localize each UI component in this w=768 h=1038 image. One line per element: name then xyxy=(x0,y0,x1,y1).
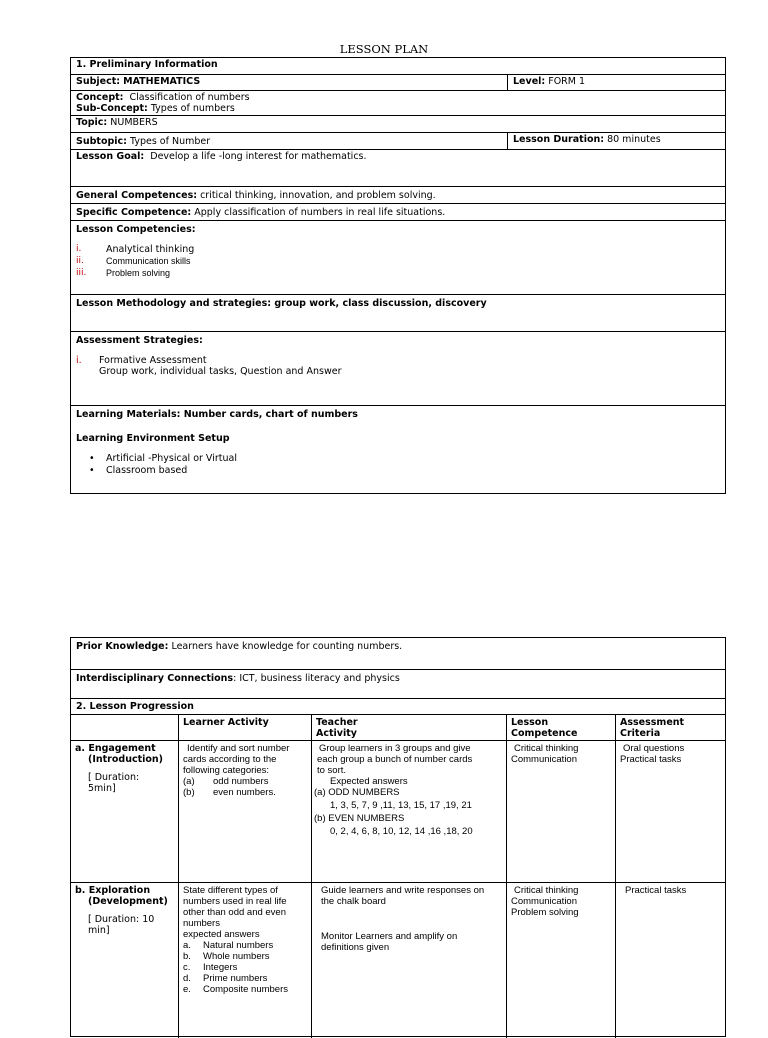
row-specific-competence xyxy=(71,204,725,221)
header-competence xyxy=(506,715,615,740)
table-row xyxy=(71,883,725,1038)
stage-subname: (Introduction) xyxy=(88,754,164,765)
header-teacher-activity xyxy=(311,715,506,740)
activity-line: 1, 3, 5, 7, 9 ,11, 13, 15, 17 ,19, 21 xyxy=(330,800,472,811)
list-item xyxy=(76,268,720,280)
activity-line: 0, 2, 4, 6, 8, 10, 12, 14 ,16 ,18, 20 xyxy=(330,826,473,837)
competence-item: Problem solving xyxy=(511,907,579,918)
learner-activity-cell xyxy=(178,883,311,1038)
activity-line: definitions given xyxy=(321,942,390,953)
assessment-cell xyxy=(615,883,725,1038)
row-assessment-strategies xyxy=(71,332,725,406)
stage-duration: [ Duration: xyxy=(88,772,140,783)
prior-knowledge-value: Learners have knowledge for counting numbers. xyxy=(171,641,403,652)
activity-line xyxy=(183,962,307,973)
activity-line xyxy=(183,984,307,995)
list-text: Whole numbers xyxy=(203,951,270,962)
header-stage xyxy=(71,715,178,740)
subject-label: Subject: xyxy=(76,76,121,87)
interdisciplinary-cell xyxy=(71,672,725,698)
stage-name: a. Engagement xyxy=(75,743,156,754)
goal-value: Develop a life -long interest for mathematics. xyxy=(150,151,367,162)
activity-line: cards according to the xyxy=(183,754,277,765)
header-teacher-line2: Activity xyxy=(316,728,357,739)
list-text: Composite numbers xyxy=(203,984,289,995)
duration-cell xyxy=(507,133,725,149)
assessment-item: Practical tasks xyxy=(620,754,682,765)
assessment-strategies-cell xyxy=(71,334,725,405)
activity-line xyxy=(183,940,307,951)
methodology-text: Lesson Methodology and strategies: group work, class discussion, discovery xyxy=(76,298,487,309)
teacher-activity-cell xyxy=(311,741,506,882)
environment-setup-label: Learning Environment Setup xyxy=(76,433,230,444)
learner-activity-cell xyxy=(178,741,311,882)
subtopic-value: Types of Number xyxy=(130,136,211,147)
activity-spacer xyxy=(316,907,502,931)
general-competences-value: critical thinking, innovation, and problem solving. xyxy=(200,190,436,201)
activity-line: Expected answers xyxy=(330,776,408,787)
subconcept-value: Types of numbers xyxy=(150,103,235,114)
activity-line: numbers xyxy=(183,918,220,929)
stage-name: b. Exploration xyxy=(75,885,151,896)
lesson-competencies-label: Lesson Competencies: xyxy=(76,224,196,235)
list-number: (b) xyxy=(183,787,195,798)
level-cell xyxy=(507,75,725,90)
list-text: Analytical thinking xyxy=(106,244,195,255)
list-number: iii. xyxy=(76,268,87,278)
goal-cell xyxy=(71,150,725,186)
activity-line: other than odd and even xyxy=(183,907,287,918)
list-item: • Classroom based xyxy=(76,465,720,477)
row-concept xyxy=(71,91,725,116)
activity-line: Guide learners and write responses on xyxy=(321,885,485,896)
header-assessment-line2: Criteria xyxy=(620,728,661,739)
specific-competence-value: Apply classification of numbers in real life situations. xyxy=(194,207,446,218)
list-number: (a) xyxy=(314,787,326,798)
row-progression-heading xyxy=(71,699,725,715)
activity-line xyxy=(183,787,307,798)
competence-item: Communication xyxy=(511,896,577,907)
list-text: Integers xyxy=(203,962,238,973)
list-item xyxy=(76,256,720,268)
list-text: Problem solving xyxy=(106,268,171,278)
row-column-headers xyxy=(71,715,725,741)
activity-line xyxy=(183,951,307,962)
progression-heading: 2. Lesson Progression xyxy=(76,701,194,712)
competence-cell xyxy=(506,883,615,1038)
list-number: ii. xyxy=(76,256,84,266)
row-prelim-heading xyxy=(71,58,725,75)
activity-line: Monitor Learners and amplify on xyxy=(321,931,458,942)
stage-duration-unit: min] xyxy=(88,925,110,936)
subconcept-label: Sub-Concept: xyxy=(76,103,148,114)
list-text: Formative Assessment xyxy=(99,355,207,366)
row-methodology xyxy=(71,295,725,332)
list-item xyxy=(76,355,720,366)
concept-value: Classification of numbers xyxy=(129,92,250,103)
row-interdisciplinary xyxy=(71,670,725,699)
row-subtopic xyxy=(71,133,725,150)
activity-line: to sort. xyxy=(317,765,347,776)
assessment-detail: Group work, individual tasks, Question and Answer xyxy=(99,366,342,377)
topic-cell xyxy=(71,116,725,132)
general-competences-cell xyxy=(71,189,725,203)
list-number: a. xyxy=(183,940,191,951)
list-number: (b) xyxy=(314,813,326,824)
competence-item: Communication xyxy=(511,754,577,765)
row-goal xyxy=(71,150,725,187)
duration-label: Lesson Duration: xyxy=(513,134,605,145)
stage-cell xyxy=(71,741,178,882)
row-learning-materials xyxy=(71,406,725,495)
list-number: (a) xyxy=(183,776,195,787)
general-competences-label: General Competences: xyxy=(76,190,198,201)
stage-cell xyxy=(71,883,178,1038)
stage-subname: (Development) xyxy=(88,896,168,907)
prior-knowledge-cell xyxy=(71,640,725,669)
assessment-item: Practical tasks xyxy=(625,885,687,896)
level-label: Level: xyxy=(513,76,546,87)
header-assessment-line1: Assessment xyxy=(620,717,685,728)
goal-label: Lesson Goal: xyxy=(76,151,145,162)
list-text: Prime numbers xyxy=(203,973,268,984)
interdisciplinary-label: Interdisciplinary Connections xyxy=(76,673,234,684)
prelim-heading: 1. Preliminary Information xyxy=(76,59,218,70)
list-text: Natural numbers xyxy=(203,940,274,951)
level-value: FORM 1 xyxy=(548,76,586,87)
activity-line: Identify and sort number xyxy=(187,743,290,754)
document-title: LESSON PLAN xyxy=(339,42,429,56)
teacher-activity-cell xyxy=(311,883,506,1038)
competence-item: Critical thinking xyxy=(514,743,579,754)
row-general-competences xyxy=(71,187,725,204)
list-text: even numbers. xyxy=(213,787,276,798)
header-assessment xyxy=(615,715,725,740)
topic-label: Topic: xyxy=(76,117,108,128)
header-teacher-line1: Teacher xyxy=(316,717,358,728)
list-text: odd numbers xyxy=(213,776,269,787)
prior-knowledge-label: Prior Knowledge: xyxy=(76,641,169,652)
list-number: i. xyxy=(76,244,82,254)
activity-line: the chalk board xyxy=(321,896,386,907)
subtopic-cell xyxy=(71,135,507,149)
header-competence-line2: Competence xyxy=(511,728,578,739)
activity-line xyxy=(314,787,502,798)
activity-line xyxy=(183,776,307,787)
learning-materials-text: Learning Materials: Number cards, chart of numbers xyxy=(76,409,358,420)
list-text: ODD NUMBERS xyxy=(328,787,400,798)
activity-line: Group learners in 3 groups and give xyxy=(319,743,471,754)
lesson-progression-table xyxy=(70,637,726,1037)
assessment-item: Oral questions xyxy=(623,743,685,754)
list-number: i. xyxy=(76,355,82,366)
concept-label: Concept: xyxy=(76,92,124,103)
header-competence-line1: Lesson xyxy=(511,717,549,728)
header-learner-activity: Learner Activity xyxy=(178,715,311,740)
list-number: e. xyxy=(183,984,191,995)
list-number: d. xyxy=(183,973,191,984)
duration-value: 80 minutes xyxy=(607,134,661,145)
stage-duration: [ Duration: 10 xyxy=(88,914,155,925)
competence-item: Critical thinking xyxy=(514,885,579,896)
activity-line xyxy=(183,973,307,984)
interdisciplinary-value: : ICT, business literacy and physics xyxy=(233,673,400,684)
list-number: c. xyxy=(183,962,191,973)
activity-line: numbers used in real life xyxy=(183,896,287,907)
specific-competence-cell xyxy=(71,206,725,220)
learning-materials-cell xyxy=(71,408,725,495)
subject-value: MATHEMATICS xyxy=(123,76,201,87)
list-number: b. xyxy=(183,951,191,962)
row-prior-knowledge xyxy=(71,638,725,670)
activity-line: each group a bunch of number cards xyxy=(317,754,473,765)
row-subject xyxy=(71,75,725,91)
subtopic-label: Subtopic: xyxy=(76,136,127,147)
stage-duration-unit: 5min] xyxy=(88,783,116,794)
subject-cell xyxy=(71,75,507,90)
topic-value: NUMBERS xyxy=(110,117,158,128)
list-item: • Artificial -Physical or Virtual xyxy=(76,453,720,465)
activity-line: following categories: xyxy=(183,765,270,776)
preliminary-info-table xyxy=(70,57,726,494)
concept-cell xyxy=(71,91,725,115)
competence-cell xyxy=(506,741,615,882)
list-item xyxy=(76,244,720,256)
activity-line: State different types of xyxy=(183,885,278,896)
assessment-strategies-label: Assessment Strategies: xyxy=(76,335,203,346)
activity-line xyxy=(314,811,502,824)
row-lesson-competencies xyxy=(71,221,725,295)
list-text: EVEN NUMBERS xyxy=(328,813,405,824)
activity-line: expected answers xyxy=(183,929,260,940)
table-row xyxy=(71,741,725,883)
row-topic xyxy=(71,116,725,133)
assessment-cell xyxy=(615,741,725,882)
specific-competence-label: Specific Competence: xyxy=(76,207,192,218)
lesson-competencies-cell xyxy=(71,223,725,294)
list-text: Communication skills xyxy=(106,256,191,266)
